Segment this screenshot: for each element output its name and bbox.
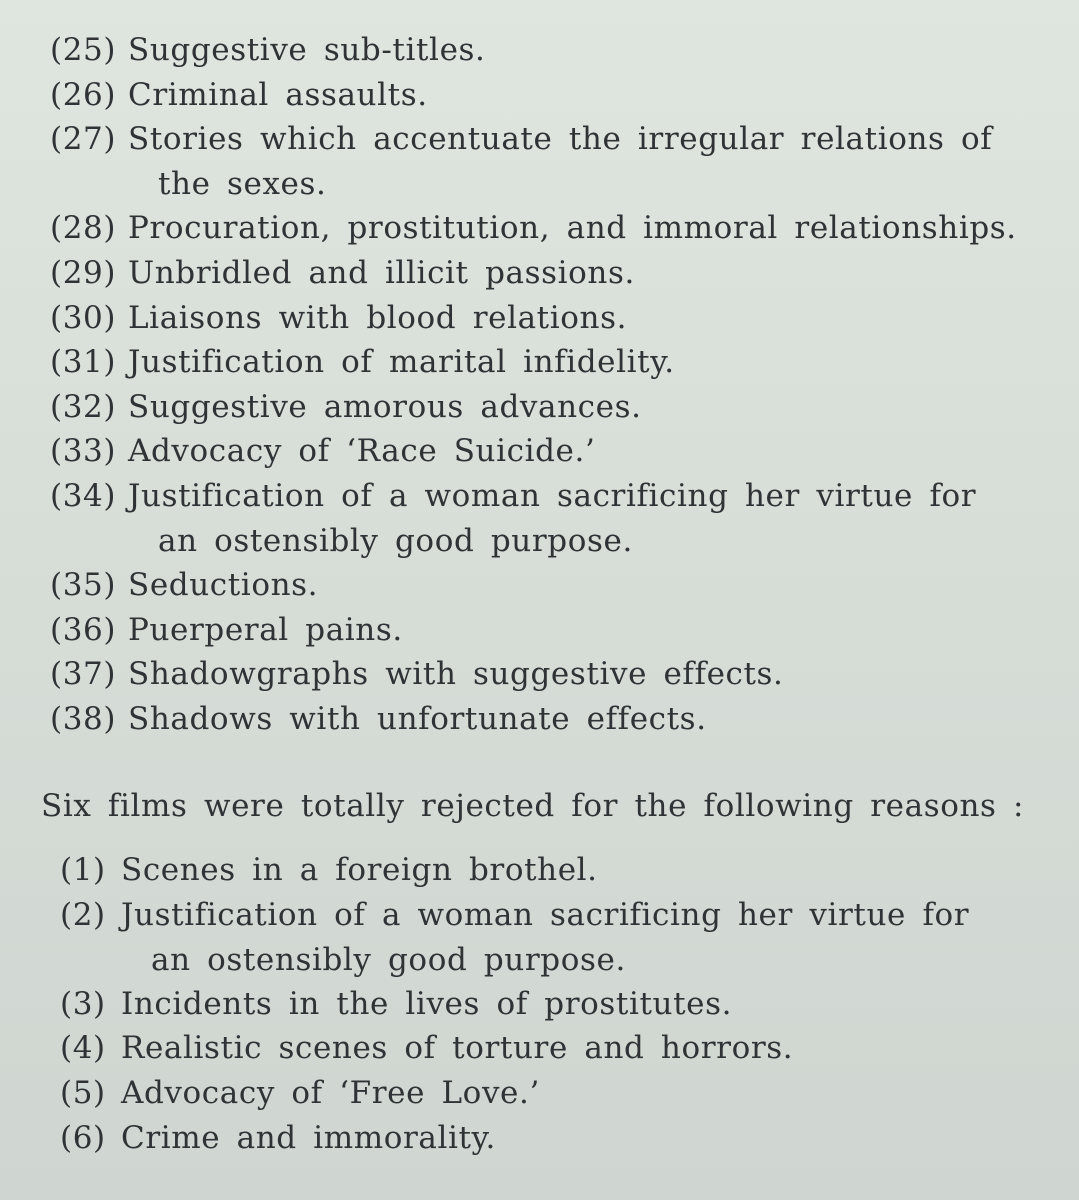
list-item [0,340,1079,385]
item-text: Realistic scenes of torture and horrors. [121,1030,794,1067]
item-text: Shadowgraphs with suggestive effects. [128,656,784,693]
item-text: Procuration, prostitution, and immoral relationships. [128,210,1017,247]
item-number: (26) [50,76,117,113]
list-item [0,474,1079,563]
item-text: Justification of a woman sacrificing her virtue for [128,477,977,514]
item-text: Seductions. [128,567,319,604]
item-number: (37) [50,656,117,693]
item-text-wrapper [128,474,1008,564]
item-number: (25) [50,32,117,68]
list-item [0,563,1079,608]
item-text: Justification of marital infidelity. [128,344,675,381]
list-item [0,848,1079,893]
item-text: Liaisons with blood relations. [128,299,628,336]
item-text-continuation: an ostensibly good purpose. [151,941,626,978]
list-item [0,429,1079,474]
item-number: (27) [50,121,117,158]
item-text: Justification of a woman sacrificing her virtue for [121,896,970,933]
item-text-wrapper [128,117,1008,207]
list-item [0,982,1079,1027]
item-number: (38) [50,700,117,737]
list-item [0,296,1079,341]
list-item [0,1026,1079,1071]
item-text: Unbridled and illicit passions. [128,254,635,291]
item-text: Criminal assaults. [128,76,428,113]
item-text: Advocacy of ‘Race Suicide.’ [128,433,596,470]
item-number: (28) [50,210,117,247]
list-item [0,652,1079,697]
item-text: Incidents in the lives of prostitutes. [121,985,733,1022]
item-number: (4) [60,1030,106,1067]
list-item [0,697,1079,742]
item-number: (6) [60,1119,106,1156]
item-number: (5) [60,1074,106,1111]
item-number: (36) [50,611,117,648]
rejected-films-intro: Six films were totally rejected for the following reasons : [41,788,1025,824]
list-item [0,73,1079,118]
item-text: Shadows with unfortunate effects. [128,700,707,737]
list-item [0,385,1079,430]
item-text: Crime and immorality. [121,1119,496,1156]
item-number: (3) [60,985,106,1022]
list-item [0,117,1079,206]
item-text: Puerperal pains. [128,611,403,648]
item-number: (29) [50,254,117,291]
item-number: (1) [60,852,106,888]
list-item [0,251,1079,296]
list-item [0,1116,1079,1161]
item-text-continuation: an ostensibly good purpose. [158,522,633,559]
item-number: (30) [50,299,117,336]
item-text: Stories which accentuate the irregular relations of [128,121,993,158]
item-number: (35) [50,567,117,604]
list-item [0,206,1079,251]
list-item [0,893,1079,982]
item-number: (33) [50,433,117,470]
list-item [0,608,1079,653]
item-text: Suggestive amorous advances. [128,388,642,425]
item-text: Advocacy of ‘Free Love.’ [121,1074,540,1111]
item-number: (31) [50,344,117,381]
item-text: Suggestive sub-titles. [128,32,486,68]
rejection-reasons-list [0,848,1079,1160]
item-number: (32) [50,388,117,425]
censorship-list-continued [0,28,1079,742]
list-item [0,1071,1079,1116]
item-text-wrapper [121,893,1001,983]
item-text-continuation: the sexes. [158,166,327,203]
item-number: (2) [60,896,106,933]
list-item [0,28,1079,73]
item-number: (34) [50,477,117,514]
item-text: Scenes in a foreign brothel. [121,852,598,888]
